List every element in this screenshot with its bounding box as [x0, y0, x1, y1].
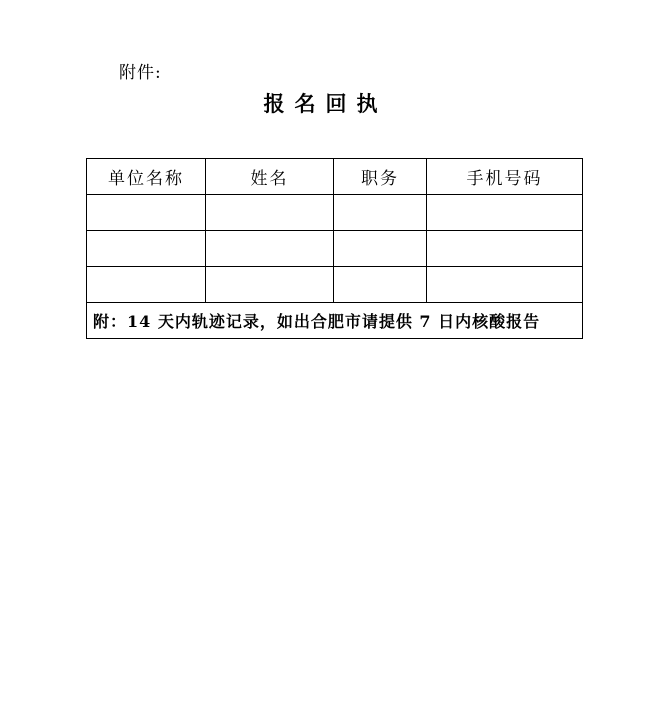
cell-unit-name[interactable]	[87, 231, 206, 267]
table-header-row	[87, 159, 583, 195]
cell-position[interactable]	[334, 231, 427, 267]
registration-receipt-table	[86, 158, 583, 339]
cell-phone[interactable]	[427, 195, 583, 231]
cell-name[interactable]	[206, 267, 334, 303]
header-name: 姓名	[206, 159, 334, 195]
table-row	[87, 267, 583, 303]
note-row	[87, 303, 583, 339]
cell-unit-name[interactable]	[87, 267, 206, 303]
cell-unit-name[interactable]	[87, 195, 206, 231]
document-title: 报名回执	[263, 91, 388, 116]
cell-phone[interactable]	[427, 267, 583, 303]
attachment-label: 附件:	[119, 63, 162, 83]
header-phone: 手机号码	[427, 159, 583, 195]
table-row	[87, 231, 583, 267]
cell-phone[interactable]	[427, 231, 583, 267]
cell-position[interactable]	[334, 267, 427, 303]
table-note: 附：14 天内轨迹记录，如出合肥市请提供 7 日内核酸报告	[87, 303, 583, 339]
cell-name[interactable]	[206, 195, 334, 231]
cell-name[interactable]	[206, 231, 334, 267]
table-row	[87, 195, 583, 231]
header-position: 职务	[334, 159, 427, 195]
header-unit-name: 单位名称	[87, 159, 206, 195]
cell-position[interactable]	[334, 195, 427, 231]
